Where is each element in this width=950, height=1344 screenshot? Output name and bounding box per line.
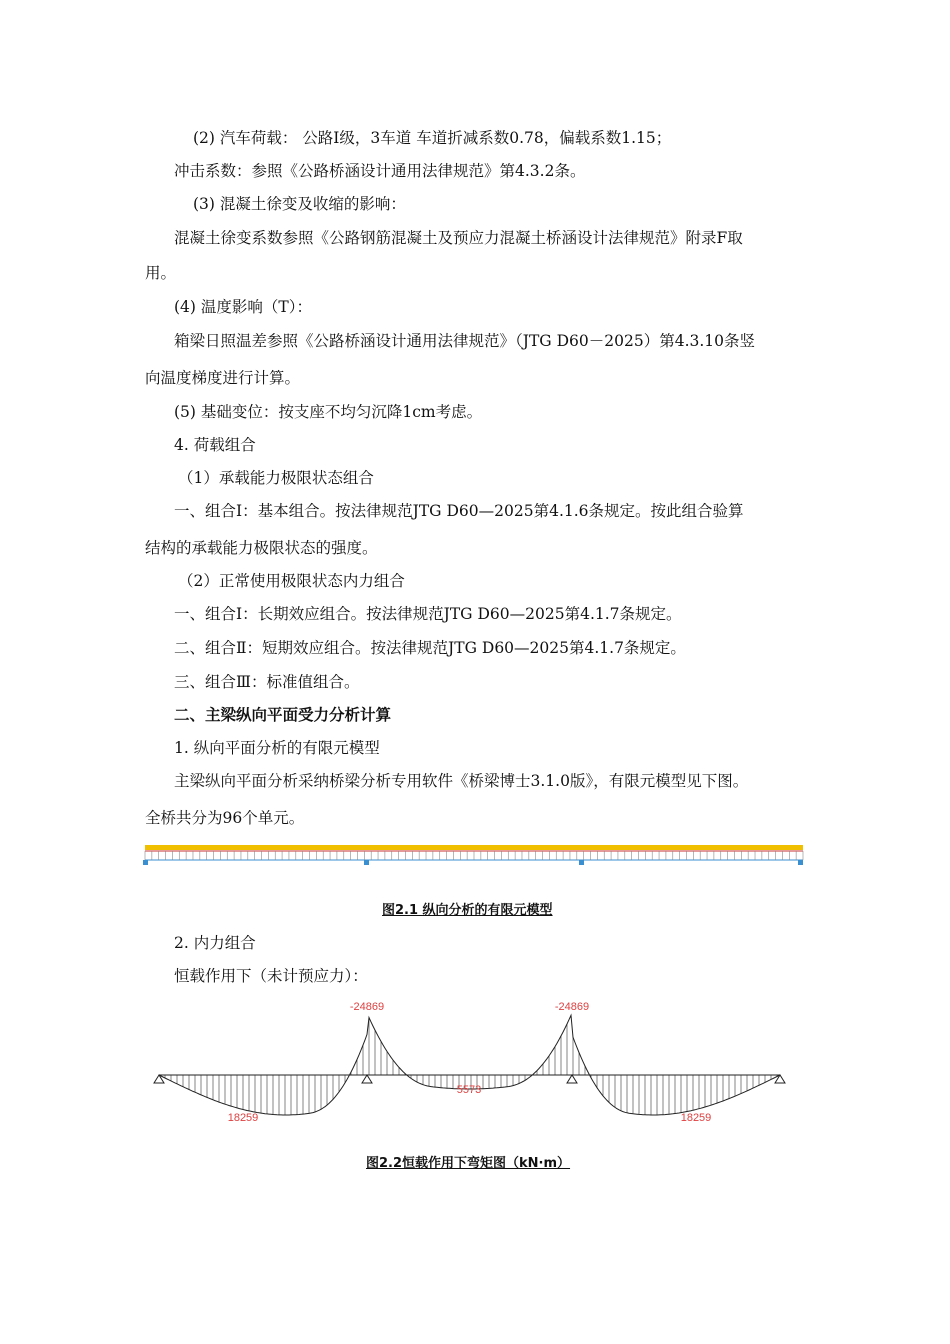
- para-2: 冲击系数：参照《公路桥涵设计通用法律规范》第4.3.2条。: [174, 162, 586, 180]
- fem-model-figure: [145, 843, 805, 869]
- model-support: [579, 860, 584, 865]
- para-19: 1. 纵向平面分析的有限元模型: [174, 739, 380, 757]
- para-21: 全桥共分为96个单元。: [145, 809, 305, 827]
- label-mid-right: 18259: [680, 1112, 712, 1124]
- model-top-band: [145, 845, 803, 850]
- model-support: [798, 860, 803, 865]
- label-mid-center: 5573: [456, 1084, 482, 1096]
- para-after-2: 恒载作用下（未计预应力）：: [174, 967, 368, 985]
- model-support: [364, 860, 369, 865]
- para-10: 4. 荷载组合: [174, 436, 256, 454]
- para-8: 向温度梯度进行计算。: [145, 369, 301, 387]
- moment-hatch: [159, 1018, 777, 1116]
- figure2-caption: 图2.2恒载作用下弯矩图（kN·m）: [366, 1156, 571, 1171]
- para-13: 结构的承载能力极限状态的强度。: [145, 539, 378, 557]
- label-support-left: -24869: [349, 1001, 385, 1013]
- para-6: (4) 温度影响（T）：: [174, 298, 312, 316]
- para-after-1: 2. 内力组合: [174, 934, 256, 952]
- label-support-right: -24869: [554, 1001, 590, 1013]
- figure1-caption: 图2.1 纵向分析的有限元模型: [382, 903, 553, 918]
- section-heading: 二、主梁纵向平面受力分析计算: [174, 706, 392, 724]
- para-16: 二、组合Ⅱ：短期效应组合。按法律规范JTG D60—2025第4.1.7条规定。: [174, 639, 686, 657]
- moment-curve: [159, 1015, 779, 1115]
- para-15: 一、组合Ⅰ：长期效应组合。按法律规范JTG D60—2025第4.1.7条规定。: [174, 605, 682, 623]
- para-7: 箱梁日照温差参照《公路桥涵设计通用法律规范》（JTG D60－2025）第4.3.10条竖: [174, 332, 756, 350]
- model-support: [143, 860, 148, 865]
- para-14: （2）正常使用极限状态内力组合: [178, 572, 405, 590]
- para-9: (5) 基础变位：按支座不均匀沉降1cm考虑。: [174, 403, 483, 421]
- support-pier-2: [567, 1075, 577, 1083]
- para-12: 一、组合Ⅰ：基本组合。按法律规范JTG D60—2025第4.1.6条规定。按此组合验算: [174, 502, 744, 520]
- label-mid-left: 18259: [227, 1112, 259, 1124]
- para-5: 用。: [145, 264, 177, 282]
- para-17: 三、组合Ⅲ：标准值组合。: [174, 673, 360, 691]
- para-20: 主梁纵向平面分析采纳桥梁分析专用软件《桥梁博士3.1.0版》，有限元模型见下图。: [174, 772, 749, 790]
- para-3: (3) 混凝土徐变及收缩的影响：: [193, 195, 406, 213]
- moment-diagram: [152, 995, 792, 1135]
- para-11: （1）承载能力极限状态组合: [178, 469, 374, 487]
- support-pier-1: [362, 1075, 372, 1083]
- para-1: (2) 汽车荷载： 公路Ⅰ级，3车道 车道折减系数0.78，偏载系数1.15；: [193, 129, 672, 147]
- para-4: 混凝土徐变系数参照《公路钢筋混凝土及预应力混凝土桥涵设计法律规范》附录F取: [174, 229, 743, 247]
